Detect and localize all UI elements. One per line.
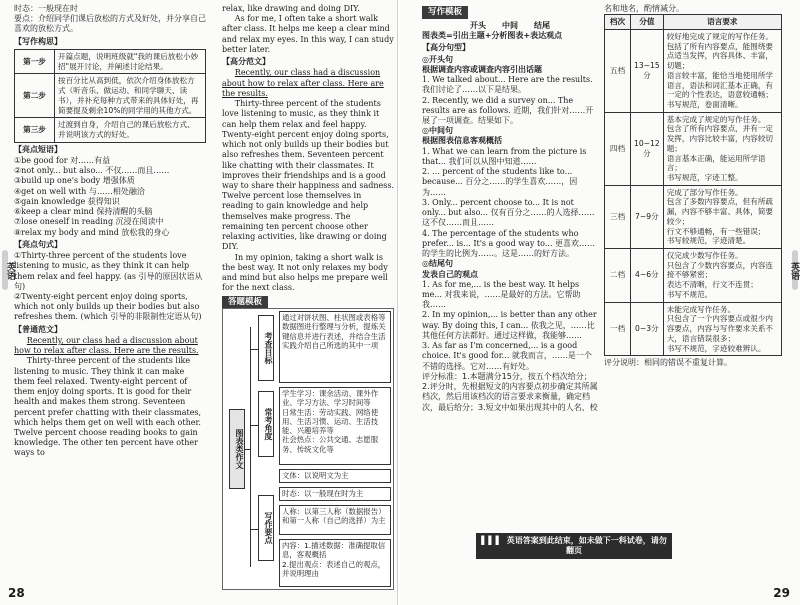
- middle-item: 4. The percentage of the students who prefer... is... It's a good way to... 更喜欢……的学生的比例为……。这是……的好方法。: [422, 228, 596, 259]
- header-level: 档次: [605, 15, 631, 30]
- lead-line: 名和地名，酌情减分。: [604, 4, 684, 13]
- middle-item: 3. Only... percent choose to... It is not only... but also... 仅有百分之……的人选择……这不仅……而且……: [422, 197, 595, 228]
- diagram-spine: [250, 327, 251, 567]
- phrase-item: ③build up one's body 增强体质: [14, 176, 135, 186]
- model-para: Recently, our class had a discussion about how to relax after class. Here are the results.: [14, 335, 199, 356]
- phrase-item: ②not only... but also... 不仅……而且……: [14, 166, 170, 176]
- middle-item: 2. ... percent of the students like to... because... 百分之……的学生喜欢……，因为……: [422, 167, 578, 197]
- diagram-link: [250, 425, 258, 426]
- opening-item: 2. Recently, we did a survey on... The results are as follows. 近期，我们针对……开展了一项调查。结果如下。: [422, 95, 594, 125]
- advanced-para: In my opinion, taking a short walk is the best way. It not only relaxes my body and mind but also helps me prepare well for the next class.: [222, 252, 388, 293]
- subject-side-tab: 英语: [789, 262, 799, 280]
- phrase-item: ①be good for 对……有益: [14, 155, 111, 165]
- bars-icon: ▌▌▌: [481, 535, 503, 545]
- bright-sentences-heading: 【亮点句式】: [14, 239, 62, 249]
- step-row: [15, 74, 206, 118]
- grading-header-row: [605, 15, 782, 30]
- step-row: [15, 118, 206, 142]
- step-text: 按百分比从高到低，依次介绍身体放松方式（听音乐、做运动、和同学聊天、读书），并补充每种方式带来的具体好处，再简要提及剩余10%的同学用的其他方式。: [55, 74, 206, 118]
- ending-heading: ◎结尾句: [422, 259, 453, 269]
- banner-text: 英语答案到此结束，如未做下一科试卷，请勿翻页: [506, 535, 667, 555]
- end-of-answers-banner: [476, 533, 672, 559]
- phrase-item: ⑤gain knowledge 获得知识: [14, 196, 120, 206]
- score-cell: 13~15分: [631, 29, 664, 112]
- requirement-cell: 未能完成写作任务。 只包含了一个内容要点或很少内容要点，内容与写作要求关系不大，语言错误很多； 书写不规范，字迹较难辨认。: [663, 302, 781, 356]
- score-cell: 0~3分: [631, 302, 664, 356]
- diagram-link: [245, 449, 250, 450]
- requirement-cell: 仅完成少数写作任务。 只包含了少数内容要点，内容连接不够紧密； 表达不清晰，行文不连贯； 书写不规范。: [663, 249, 781, 303]
- diagram-target-text: 通过对饼状图、柱状图或表格等数据图进行整理与分析，提炼关键信息并进行表述，并结合生活实践介绍自己所选的其中一项: [279, 311, 391, 383]
- score-cell: 4~6分: [631, 249, 664, 303]
- high-score-heading: 【高分句型】: [422, 43, 470, 53]
- grading-row: [605, 112, 782, 185]
- header-requirement: 语言要求: [663, 15, 781, 30]
- level-cell: 一档: [605, 302, 631, 356]
- diagram-tense-box: 时态：以一般现在时为主: [279, 487, 391, 501]
- opening-subheading: 根据调查内容或调查内容引出话题: [422, 64, 542, 74]
- model-essay-heading: 【普通范文】: [14, 324, 62, 334]
- right-page: [400, 0, 800, 605]
- essay-continued: relax, like drawing and doing DIY.: [222, 4, 360, 13]
- middle-heading: ◎中间句: [422, 126, 453, 136]
- diagram-branch-target: 考查目标: [258, 315, 274, 381]
- diagram-angle-text: 学生学习：课余活动、课外作业、学习方法、学习时间等 日常生活：劳动实践、网络使用、生活习惯、运动、生活技能、兴趣培养等 社会热点：公共交通、志愿服务、传统文化等: [279, 387, 391, 465]
- phrase-item: ⑦lose oneself in reading 沉浸在阅读中: [14, 217, 164, 227]
- middle-item: 1. What we can learn from the picture is that... 我们可以从图中知道……: [422, 146, 587, 166]
- answer-template-diagram: [222, 308, 394, 590]
- advanced-para: Thirty-three percent of the students love listening to music, as they think it can help them relax and feel happy. Twenty-eight percent enjoy doing sports, which not only builds up their bodies but also refreshes them. Seventeen percent like chatting with their classmates. It improves their friendships and is a good way to share their happiness and sadness. Twelve percent lose themselves in reading to gain knowledge and help themselves make progress. The remaining ten percent choose other relaxing activities, like drawing or doing DIY.: [222, 99, 394, 252]
- writing-steps-table: [14, 49, 206, 143]
- sentence-item: ②Twenty-eight percent enjoy doing sports, which not only builds up their bodies but also refreshes them. (which 引导的非限制性定语从句): [14, 291, 202, 322]
- grading-row: [605, 185, 782, 248]
- grading-table: [604, 14, 782, 356]
- step-row: [15, 49, 206, 73]
- step-text: 过渡到自身，介绍自己的课后放松方式、并说明该方式的好处。: [55, 118, 206, 142]
- ending-item: 1. As for me,... is the best way. It helps me... 对我来说，……是最好的方法。它帮助我……: [422, 279, 581, 310]
- ending-item: 3. As far as I'm concerned,... is a good choice. It's good for... 就我而言，……是一个不错的选择。它对……有好处。: [422, 341, 592, 371]
- phrase-item: ④get on well with 与……相处融洽: [14, 186, 145, 196]
- opening-item: 1. We talked about... Here are the results. 我们讨论了……以下是结果。: [422, 75, 593, 95]
- step-label: 第二步: [15, 74, 55, 118]
- grading-row: [605, 249, 782, 303]
- writing-template-heading: 写作模板: [422, 6, 468, 19]
- bright-phrases-heading: 【亮点短语】: [14, 144, 62, 154]
- grading-row: [605, 29, 782, 112]
- grading-row: [605, 302, 782, 356]
- page-number-right: 29: [773, 585, 790, 600]
- phrase-item: ⑥keep a clear mind 保持清醒的头脑: [14, 207, 153, 217]
- opening-heading: ◎开头句: [422, 54, 453, 64]
- header-score: 分值: [631, 15, 664, 30]
- essay-closing: As for me, I often take a short walk after class. It helps me keep a clear mind and relax my eyes. In this way, I can study better later.: [222, 14, 394, 54]
- left-page: [0, 0, 398, 605]
- structure-formula: 图表类=引出主题+分析图表+表达观点: [422, 31, 563, 41]
- level-cell: 二档: [605, 249, 631, 303]
- left-column-2: [222, 4, 394, 310]
- requirement-cell: 完成了部分写作任务。 包含了多数内容要点，但有所疏漏，内容不够丰富、具体，简要较少； 行文不够通畅，有一些错误； 书写较规范，字迹清楚。: [663, 185, 781, 248]
- level-cell: 五档: [605, 29, 631, 112]
- diagram-branch-points: 写作要点: [258, 495, 274, 561]
- ending-subheading: 发表自己的观点: [422, 269, 478, 279]
- advanced-para: Recently, our class had a discussion about how to relax after class. Here are the results.: [222, 68, 384, 98]
- middle-subheading: 根据图表信息客观概括: [422, 136, 502, 146]
- right-column-2: [604, 4, 782, 368]
- model-para: Thirty-three percent of the students like listening to music. They think it can make them feel relaxed. Twenty-eight percent of them enjoy doing sports. It is good for their health and makes them strong. Seventeen percent prefer chatting with their classmates, which helps them get on well with each other. Twelve percent choose reading books to gain knowledge. The other ten percent have other ways to: [14, 356, 202, 458]
- requirement-cell: 较好地完成了规定的写作任务。 包括了所有内容要点，能围绕要点适当发挥，内容具体、丰富，切题； 语言较丰富，能恰当地使用所学语言，语法和词汇基本正确，有一定的个性表达，语意较通畅； 书写规范，卷面清晰。: [663, 29, 781, 112]
- step-label: 第三步: [15, 118, 55, 142]
- right-column-1: [422, 4, 598, 535]
- tense-line: 时态：一般现在时: [14, 4, 78, 13]
- diagram-content-box: 内容：1.描述数据：准确提取信息，客观概括 2.提出观点：表述自己的观点，并说明理由: [279, 539, 391, 587]
- step-text: 开篇点题，说明班级就"我的课后放松小妙招"展开讨论，并阐述讨论结果。: [55, 49, 206, 73]
- ending-item: 2. In my opinion,... is better than any other way. By doing this, I can... 依我之见，……比其他任何方法都好。通过这样做，我能够……: [422, 310, 597, 340]
- grading-footnote: 评分说明：相同的错误不重复计算。: [604, 358, 732, 368]
- diagram-link: [250, 349, 258, 350]
- answer-template-heading: 答题模板: [222, 296, 268, 309]
- diagram-branch-angle: 常考角度: [258, 391, 274, 457]
- structure-head: 开头 中间 结尾: [470, 20, 550, 30]
- diagram-person-box: 人称：以第三人称（数据报告）和第一人称（自己的选择）为主: [279, 505, 391, 535]
- left-column-1: [14, 4, 206, 459]
- diagram-genre-box: 文体：以说明文为主: [279, 469, 391, 483]
- requirement-cell: 基本完成了规定的写作任务。 包含了所有内容要点，并有一定发挥，内容比较丰富，内容较切题； 语言基本正确，能运用所学语言； 书写规范，字迹工整。: [663, 112, 781, 185]
- scoring-note: 2.评分时，先根据短文的内容要点初步确定其所属档次，然后用该档次的语言要求来衡量，确定档次，最后给分；3.短文中如果出现其中的人名、校: [422, 382, 598, 412]
- advanced-essay-heading: 【高分范文】: [222, 57, 270, 67]
- score-cell: 7~9分: [631, 185, 664, 248]
- outline-heading: 【写作构思】: [14, 36, 62, 46]
- sentence-item: ①Thirty-three percent of the students love listening to music, as they think it can help them relax and feel happy. (as 引导的原因状语从句): [14, 251, 203, 291]
- subject-side-tab: 英语: [5, 262, 15, 280]
- level-cell: 三档: [605, 185, 631, 248]
- level-cell: 四档: [605, 112, 631, 185]
- score-cell: 10~12分: [631, 112, 664, 185]
- phrase-item: ⑧relax my body and mind 放松我的身心: [14, 227, 170, 237]
- scoring-note: 评分标准：1.本题满分15分，按五个档次给分；: [422, 371, 592, 381]
- diagram-root: 图表类作文: [229, 409, 245, 489]
- points-line: 要点：介绍同学们课后放松的方式及好处，并分享自己喜欢的放松方式。: [14, 14, 206, 34]
- diagram-link: [250, 529, 258, 530]
- step-label: 第一步: [15, 49, 55, 73]
- page-number-left: 28: [8, 585, 25, 600]
